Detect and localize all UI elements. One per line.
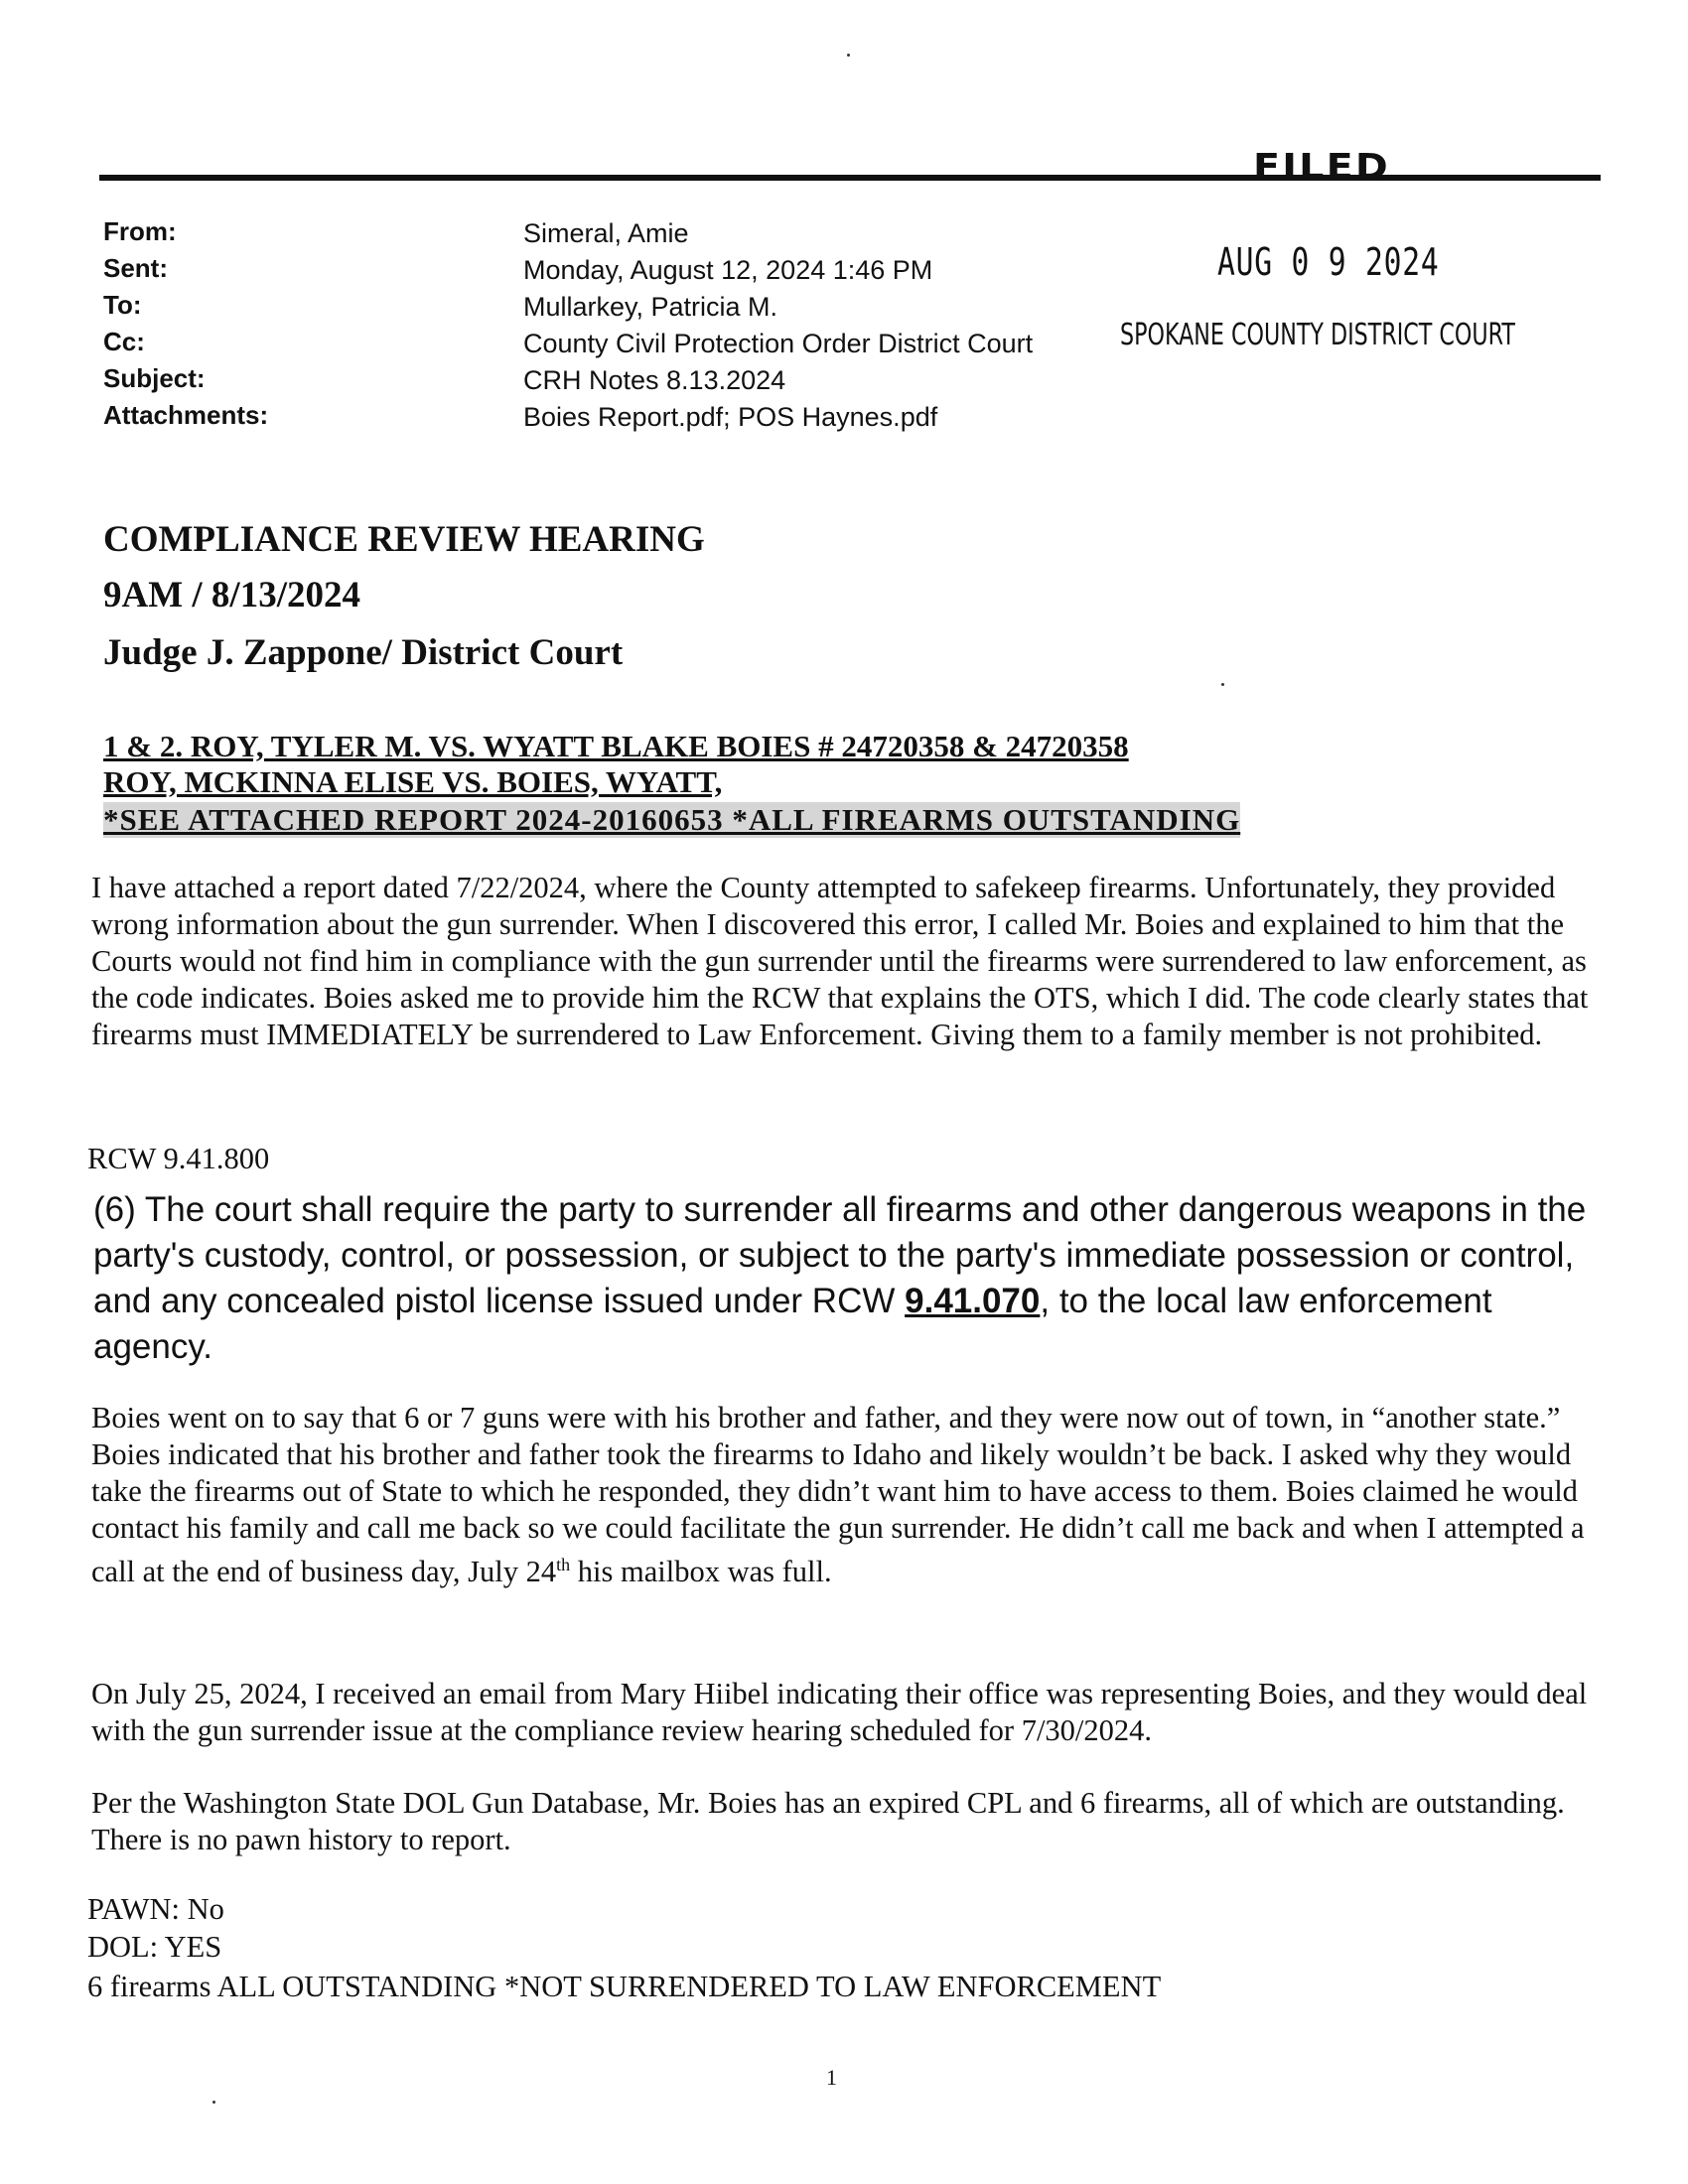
to-value: Mullarkey, Patricia M. [523, 292, 778, 322]
case-line-2: ROY, MCKINNA ELISE VS. BOIES, WYATT, [103, 764, 723, 799]
paragraph-3 [91, 1676, 1591, 1749]
case-line-3: *SEE ATTACHED REPORT 2024-20160653 *ALL FIREARMS OUTSTANDING [103, 802, 1241, 837]
stamp-court: SPOKANE COUNTY DISTRICT COURT [1120, 318, 1515, 352]
rcw-quote [93, 1187, 1603, 1370]
hearing-time: 9AM / 8/13/2024 [103, 575, 360, 615]
scan-speck [1221, 683, 1224, 686]
scan-speck [212, 2101, 215, 2104]
paragraph-3-text: On July 25, 2024, I received an email from Mary Hiibel indicating their office was representing Boies, and they would deal with the gun surrender issue at the compliance review hearing scheduled for 7/30/2024. [91, 1677, 1588, 1747]
paragraph-4-text: Per the Washington State DOL Gun Database, Mr. Boies has an expired CPL and 6 firearms, all of which are outstanding. There is no pawn history to report. [91, 1786, 1565, 1856]
hearing-title: COMPLIANCE REVIEW HEARING [103, 519, 705, 560]
scan-speck [847, 54, 850, 57]
subject-value: CRH Notes 8.13.2024 [523, 365, 786, 395]
paragraph-2-sup: th [556, 1555, 571, 1574]
dol-status: DOL: YES [87, 1930, 222, 1964]
paragraph-2-end: his mailbox was full. [570, 1555, 832, 1589]
firearms-summary: 6 firearms ALL OUTSTANDING *NOT SURRENDERED TO LAW ENFORCEMENT [87, 1970, 1162, 2003]
paragraph-1 [91, 870, 1591, 1053]
paragraph-2 [91, 1400, 1591, 1590]
to-label: To: [103, 290, 142, 320]
cc-label: Cc: [103, 327, 145, 356]
page-number: 1 [826, 2065, 837, 2090]
rcw-reference: RCW 9.41.800 [87, 1142, 270, 1175]
rcw-quote-end: , to the local law enforcement agency. [93, 1282, 1492, 1366]
paragraph-4 [91, 1785, 1591, 1858]
sent-label: Sent: [103, 253, 168, 283]
cc-value: County Civil Protection Order District Court [523, 329, 1034, 358]
pawn-status: PAWN: No [87, 1892, 224, 1926]
attachments-value: Boies Report.pdf; POS Haynes.pdf [523, 402, 938, 432]
subject-label: Subject: [103, 363, 206, 393]
rcw-quote-text: (6) The court shall require the party to surrender all firearms and other dangerous weapons in the party's custody, control, or possession, or subject to the party's immediate possession or control, and any concealed pistol license issued under RCW [93, 1190, 1587, 1320]
stamp-date: AUG 0 9 2024 [1217, 240, 1440, 284]
rcw-link[interactable]: 9.41.070 [905, 1282, 1041, 1320]
from-label: From: [103, 216, 177, 246]
filed-stamp: FILED [1253, 147, 1390, 188]
attachments-label: Attachments: [103, 400, 269, 430]
case-line-1: 1 & 2. ROY, TYLER M. VS. WYATT BLAKE BOIES # 24720358 & 24720358 [103, 729, 1129, 763]
from-value: Simeral, Amie [523, 218, 689, 248]
sent-value: Monday, August 12, 2024 1:46 PM [523, 255, 933, 285]
hearing-judge: Judge J. Zappone/ District Court [103, 632, 624, 673]
paragraph-1-text: I have attached a report dated 7/22/2024, where the County attempted to safekeep firearms. Unfortunately, they provided wrong information about the gun surrender. When I discovered this error, I called Mr. Boies and explained to him that the Courts would not find him in compliance with the gun surrender until the firearms were surrendered to law enforcement, as the code indicates. Boies asked me to provide him the RCW that explains the OTS, which I did. The code clearly states that firearms must IMMEDIATELY be surrendered to Law Enforcement. Giving them to a family member is not prohibited. [91, 871, 1589, 1051]
paragraph-2-text: Boies went on to say that 6 or 7 guns were with his brother and father, and they were now out of town, in “another state.” Boies indicated that his brother and father took the firearms to Idaho and likely wouldn’t be back. I asked why they would take the firearms out of State to which he responded, they didn’t want him to have access to them. Boies claimed he would contact his family and call me back so we could facilitate the gun surrender. He didn’t call me back and when I attempted a call at the end of business day, July 24 [91, 1401, 1585, 1589]
